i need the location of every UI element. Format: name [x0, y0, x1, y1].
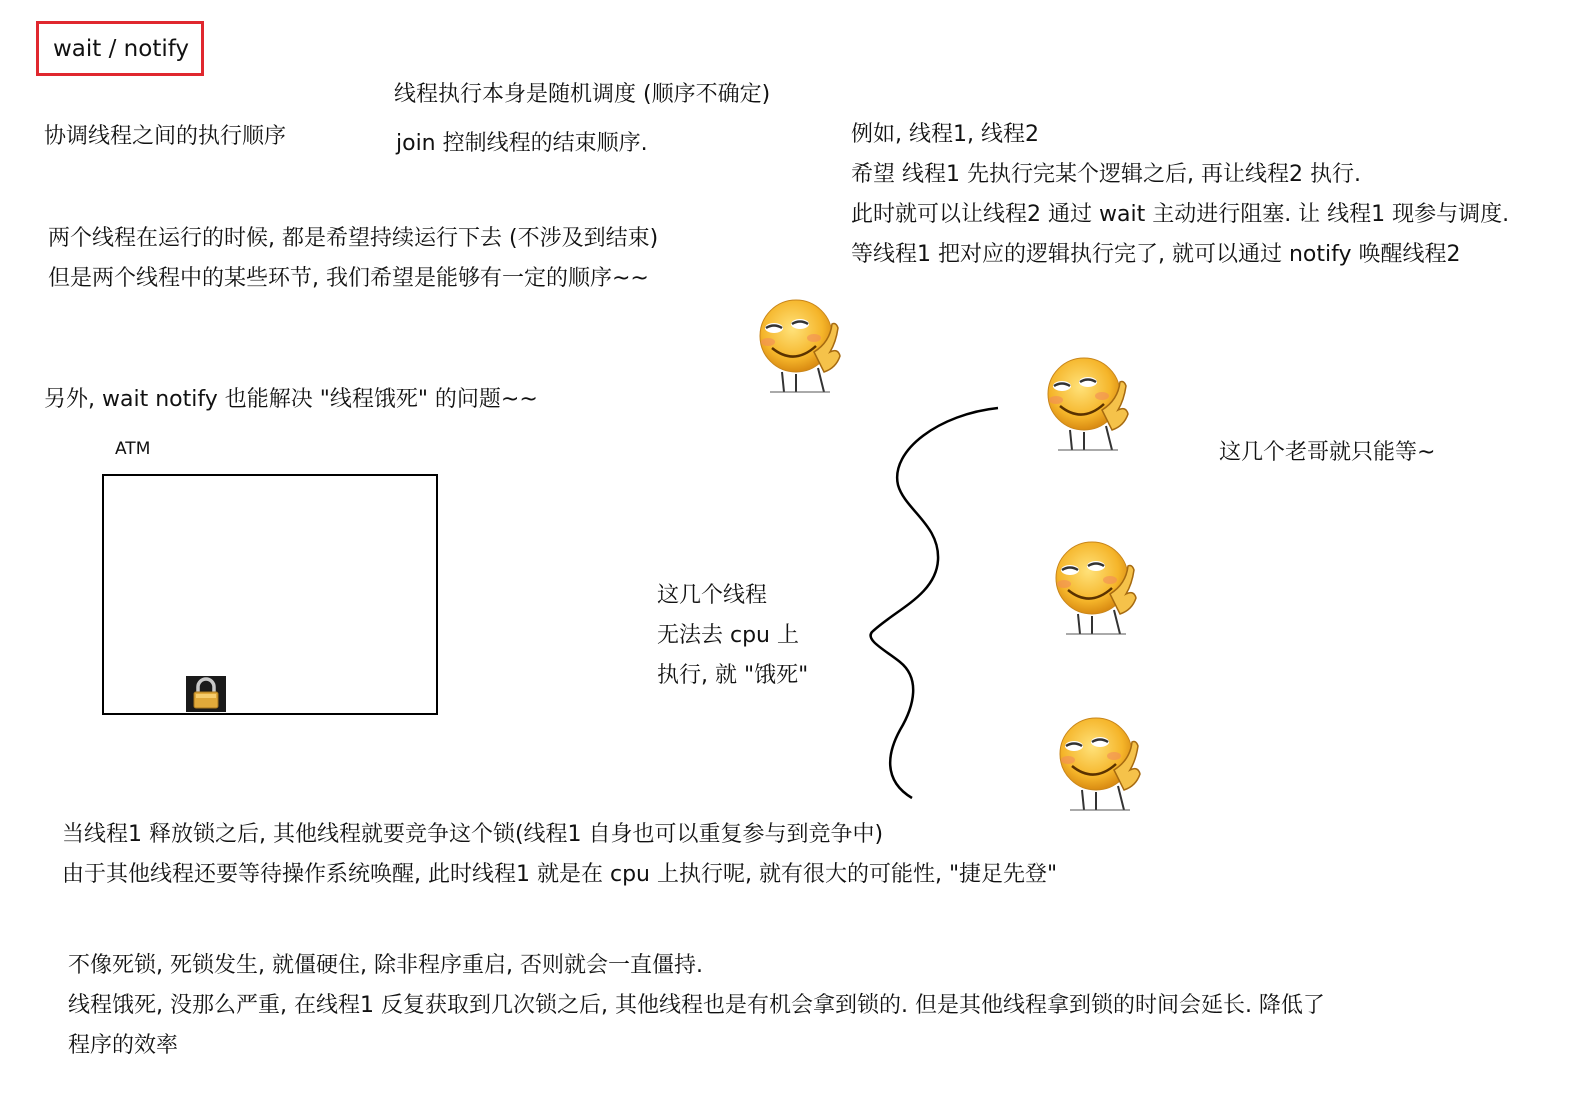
smirking-face-emoji-4: [1052, 712, 1148, 812]
release-block: [62, 815, 1057, 895]
title-box: [36, 21, 204, 76]
threads-line-2: 无法去 cpu 上: [657, 623, 799, 648]
coordinate-note: 协调线程之间的执行顺序: [44, 124, 287, 149]
random-schedule-note: 线程执行本身是随机调度 (顺序不确定): [394, 82, 771, 107]
smirking-face-emoji-2: [1040, 352, 1136, 452]
atm-box: [102, 474, 438, 715]
example-block: [851, 115, 1509, 275]
atm-label: ATM: [115, 439, 151, 459]
deadlock-block: [68, 946, 1325, 1066]
example-line-3: 此时就可以让线程2 通过 wait 主动进行阻塞. 让 线程1 现参与调度.: [851, 202, 1510, 227]
running-line-2: 但是两个线程中的某些环节, 我们希望是能够有一定的顺序~~: [48, 266, 649, 291]
wait-only-note: 这几个老哥就只能等~: [1219, 440, 1436, 465]
curly-brace: [860, 400, 1010, 810]
threads-line-3: 执行, 就 "饿死": [657, 663, 809, 688]
example-line-2: 希望 线程1 先执行完某个逻辑之后, 再让线程2 执行.: [851, 162, 1361, 187]
deadlock-line-3: 程序的效率: [68, 1033, 179, 1058]
threads-block: [657, 576, 808, 696]
deadlock-line-1: 不像死锁, 死锁发生, 就僵硬住, 除非程序重启, 否则就会一直僵持.: [68, 953, 703, 978]
join-note: join 控制线程的结束顺序.: [396, 131, 648, 156]
example-line-4: 等线程1 把对应的逻辑执行完了, 就可以通过 notify 唤醒线程2: [851, 242, 1461, 267]
example-line-1: 例如, 线程1, 线程2: [851, 122, 1039, 147]
threads-line-1: 这几个线程: [657, 583, 768, 608]
deadlock-line-2: 线程饿死, 没那么严重, 在线程1 反复获取到几次锁之后, 其他线程也是有机会拿到锁的. 但是其他线程拿到锁的时间会延长. 降低了: [68, 993, 1325, 1018]
release-line-2: 由于其他线程还要等待操作系统唤醒, 此时线程1 就是在 cpu 上执行呢, 就有很大的可能性, "捷足先登": [62, 862, 1058, 887]
smirking-face-emoji-3: [1048, 536, 1144, 636]
running-block: [48, 219, 658, 299]
page-title: wait / notify: [53, 36, 190, 62]
release-line-1: 当线程1 释放锁之后, 其他线程就要竞争这个锁(线程1 自身也可以重复参与到竞争中): [62, 822, 884, 847]
smirking-face-emoji-1: [752, 294, 848, 394]
lock-icon: [186, 676, 226, 712]
running-line-1: 两个线程在运行的时候, 都是希望持续运行下去 (不涉及到结束): [48, 226, 659, 251]
starvation-note: 另外, wait notify 也能解决 "线程饿死" 的问题~~: [44, 387, 538, 412]
